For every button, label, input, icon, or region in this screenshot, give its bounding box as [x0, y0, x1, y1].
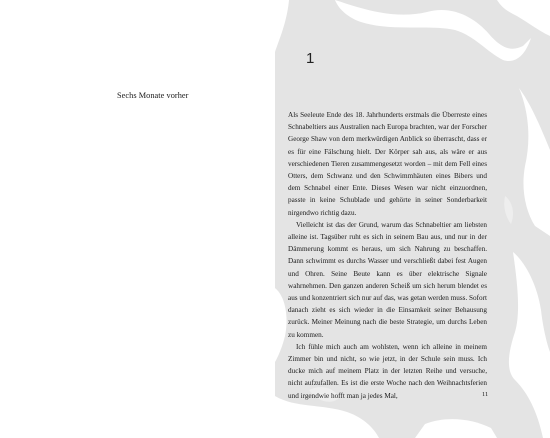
paragraph: Ich fühle mich auch am wohlsten, wenn ich alleine in meinem Zimmer bin und nicht, so wie jetzt, in der Schule sein muss. Ich ducke mich auf meinem Platz in der letzten Reihe und versuche, nicht aufzufallen. Es ist die erste Woche nach den Weihnachtsferien und irgendwie hofft man ja jedes Mal,	[288, 342, 487, 400]
paragraph: Vielleicht ist das der Grund, warum das Schnabeltier am liebsten alleine ist. Tagsüber ruht es sich in seinem Bau aus, und nur in der Dämmerung kommt es heraus, um sich Nahrung zu beschaffen. Dann schwimmt es durchs Wasser und verschließt dabei fest Augen und Ohren. Seine Beute kann es über elektrische Signale wahrnehmen. Den ganzen anderen Scheiß um sich herum blendet es aus und konzentriert sich nur auf das, was getan werden muss. Sofort danach zieht es sich wieder in die Einsamkeit seiner Behausung zurück. Meiner Meinung nach die beste Strategie, um durchs Leben zu kommen.	[288, 220, 488, 339]
paragraph: Als Seeleute Ende des 18. Jahrhunderts erstmals die Überreste eines Schnabeltiers aus Australien nach Europa brachten, war der Forscher George Shaw von dem merkwürdigen Anblick so überrascht, dass er es für eine Fälschung hielt. Der Körper sah aus, als wäre er aus verschiedenen Tieren zusammengesetzt worden – mit dem Fell eines Otters, dem Schwanz und den Schwimmhäuten eines Bibers und dem Schnabel einer Ente. Dieses Wesen war nicht einzuordnen, passte in keine Schublade und gehörte in seiner Sonderbarkeit nirgendwo richtig dazu.	[288, 111, 487, 217]
section-subtitle: Sechs Monate vorher	[117, 91, 189, 100]
chapter-body-text	[288, 109, 487, 402]
right-page	[275, 0, 550, 438]
page-number: 11	[482, 391, 489, 398]
chapter-number: 1	[306, 50, 315, 67]
